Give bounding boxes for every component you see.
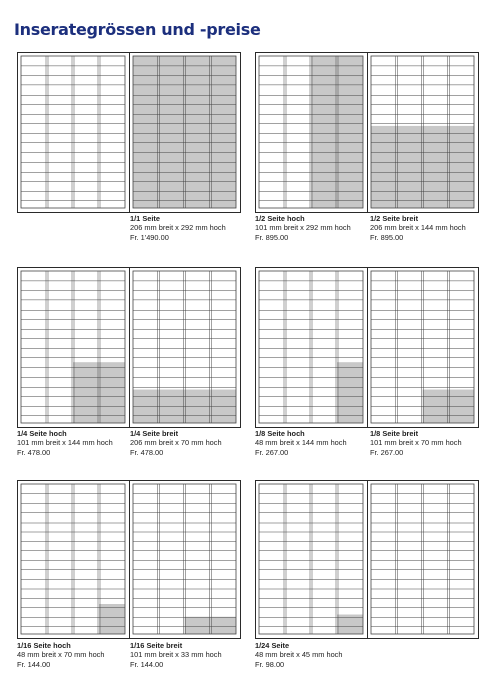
ad-size: 206 mm breit x 144 mm hoch: [370, 223, 466, 233]
page-grid: [130, 268, 240, 427]
page-grid: [18, 481, 129, 638]
page-grid: [368, 268, 478, 427]
ad-size: 206 mm breit x 292 mm hoch: [130, 223, 226, 233]
ad-price: Fr. 478.00: [130, 447, 164, 457]
page-grid: [18, 268, 129, 427]
ad-name: 1/16 Seite breit: [130, 641, 183, 650]
ad-size: 101 mm breit x 70 mm hoch: [370, 438, 462, 448]
ad-1-2-breit-page: [368, 53, 478, 212]
ad-name: 1/16 Seite hoch: [17, 641, 71, 650]
page-grid: [368, 53, 478, 212]
ad-1-1-page: [130, 53, 240, 212]
spread-4: [255, 267, 479, 428]
grid-frame: [371, 484, 474, 634]
ad-size: 101 mm breit x 33 mm hoch: [130, 650, 222, 660]
ad-name: 1/4 Seite hoch: [17, 429, 67, 438]
ad-name: 1/2 Seite hoch: [255, 214, 305, 223]
caption-1-16-hoch: [17, 641, 105, 669]
ad-size: 206 mm breit x 70 mm hoch: [130, 438, 222, 448]
grid-frame: [133, 484, 236, 634]
ad-area-shade: [337, 362, 363, 423]
caption-1-2-breit: [370, 214, 466, 242]
ad-price: Fr. 1'490.00: [130, 232, 169, 242]
ad-size: 101 mm breit x 292 mm hoch: [255, 223, 351, 233]
page-left: [18, 53, 130, 212]
grid-frame: [259, 484, 363, 634]
ad-size: 48 mm breit x 45 mm hoch: [255, 650, 343, 660]
ad-1-4-breit-page: [130, 268, 240, 427]
grid-frame: [21, 56, 125, 208]
caption-1-2-hoch: [255, 214, 351, 242]
ad-1-8-hoch-page: [256, 268, 368, 427]
ad-area-shade: [371, 126, 474, 208]
ad-price: Fr. 144.00: [17, 659, 51, 669]
ad-price: Fr. 478.00: [17, 447, 51, 457]
ad-size: 48 mm breit x 144 mm hoch: [255, 438, 347, 448]
ad-area-shade: [133, 56, 236, 208]
page-grid: [256, 481, 367, 638]
ad-1-2-hoch-page: [256, 53, 368, 212]
spread-3: [17, 267, 241, 428]
caption-1-16-breit: [130, 641, 222, 669]
ad-1-8-breit-page: [368, 268, 478, 427]
ad-size: 48 mm breit x 70 mm hoch: [17, 650, 105, 660]
ad-1-16-hoch-page: [18, 481, 130, 638]
ad-1-4-hoch-page: [18, 268, 130, 427]
page-title: Inserategrössen und -preise: [14, 20, 261, 39]
caption-1-8-breit: [370, 429, 462, 457]
ad-price: Fr. 144.00: [130, 659, 164, 669]
ad-name: 1/1 Seite: [130, 214, 160, 223]
ad-name: 1/8 Seite hoch: [255, 429, 305, 438]
ad-size: 101 mm breit x 144 mm hoch: [17, 438, 113, 448]
caption-1-1: [130, 214, 226, 242]
ad-area-shade: [73, 362, 125, 423]
page-grid: [130, 481, 240, 638]
ad-name: 1/8 Seite breit: [370, 429, 419, 438]
ad-1-16-breit-page: [130, 481, 240, 638]
caption-1-4-hoch: [17, 429, 113, 457]
page-grid: [256, 268, 367, 427]
ad-area-shade: [311, 56, 363, 208]
ad-price: Fr. 98.00: [255, 659, 285, 669]
ad-price: Fr. 267.00: [255, 447, 289, 457]
ad-name: 1/2 Seite breit: [370, 214, 419, 223]
caption-1-4-breit: [130, 429, 222, 457]
ad-1-24-page: [256, 481, 368, 638]
caption-1-24: [255, 641, 343, 669]
ad-price: Fr. 267.00: [370, 447, 404, 457]
ad-area-shade: [185, 617, 237, 634]
ad-price: Fr. 895.00: [370, 232, 404, 242]
page-grid: [368, 481, 478, 638]
ad-price: Fr. 895.00: [255, 232, 289, 242]
page-right: [368, 481, 478, 638]
spread-1: [17, 52, 241, 213]
page-grid: [130, 53, 240, 212]
ad-area-shade: [99, 604, 125, 634]
page-grid: [18, 53, 129, 212]
ad-name: 1/4 Seite breit: [130, 429, 179, 438]
spread-6: [255, 480, 479, 639]
caption-1-8-hoch: [255, 429, 347, 457]
page-grid: [256, 53, 367, 212]
spread-2: [255, 52, 479, 213]
ad-name: 1/24 Seite: [255, 641, 290, 650]
spread-5: [17, 480, 241, 639]
